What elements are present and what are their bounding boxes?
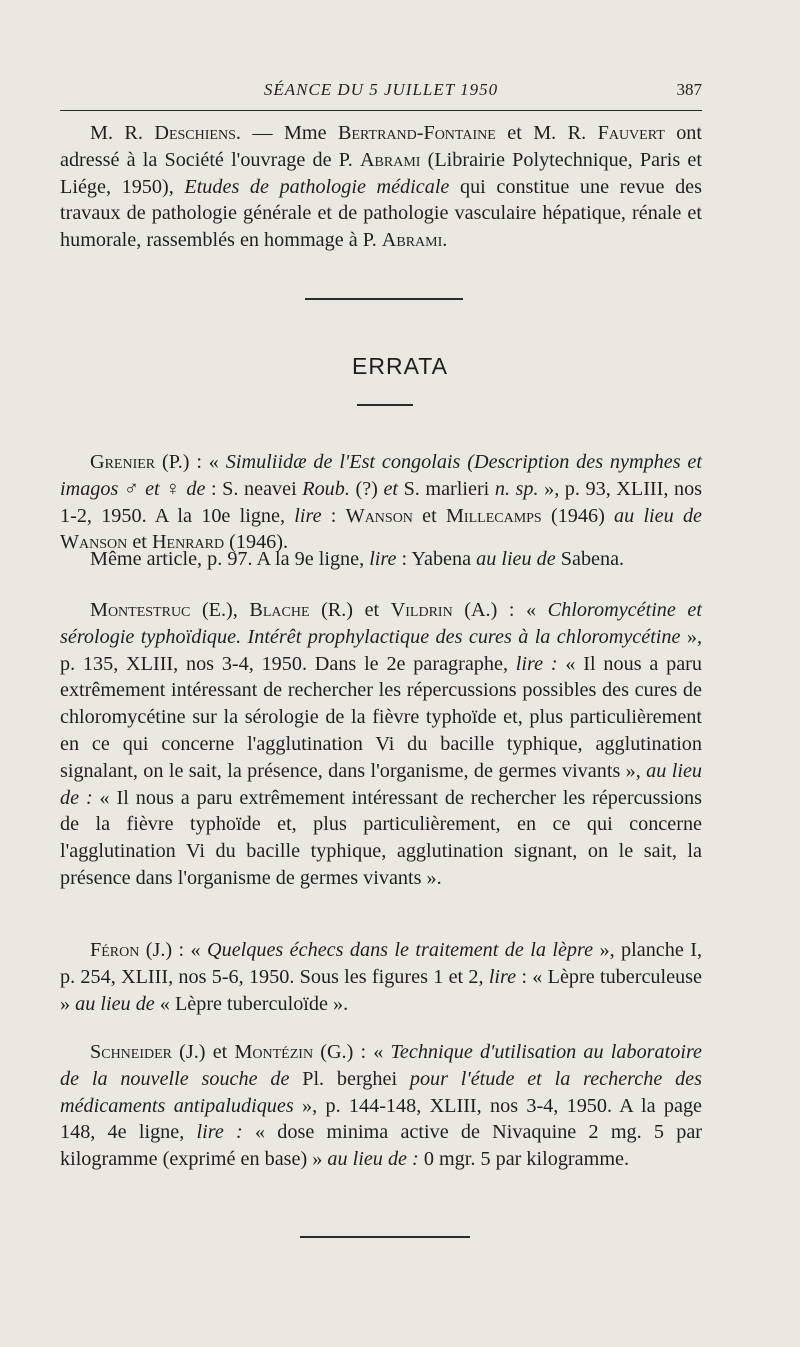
announcement-paragraph: M. R. Deschiens. — Mme Bertrand-Fontaine et M. R. Fauvert ont adressé à la Société l'ouvrage de P. Abrami (Librairie Polytechnique, Paris et Liége, 1950), Etudes de pathologie médicale qui constitue une revue des travaux de pathologie générale et de pathologie vasculaire hépatique, rénale et humorale, rassemblés en hommage à P. Abrami.	[60, 122, 703, 252]
errata-entry-grenier: Grenier (P.) : « Simuliidæ de l'Est congolais (Description des nymphes et imagos ♂ et ♀ de : S. neavei Roub. (?) et S. marlieri n. sp. », p. 93, XLIII, nos 1-2, 1950. A la 10e ligne, lire : Wanson et Millecamps (1946) au lieu de Wanson et Henrard (1946).	[60, 451, 703, 554]
author-name: Abrami	[381, 229, 443, 252]
errata-entry-feron: Féron (J.) : « Quelques échecs dans le traitement de la lèpre », planche I, p. 254, XLIII, nos 5-6, 1950. Sous les figures 1 et 2, lire : « Lèpre tuberculeuse » au lieu de « Lèpre tuberculoïde ».	[60, 939, 702, 1015]
book-title: Etudes de pathologie médicale	[184, 175, 450, 198]
section-divider	[305, 298, 463, 300]
author-name: Fauvert	[597, 122, 665, 144]
page-number: 387	[676, 80, 702, 99]
heading-underline	[357, 404, 413, 406]
errata-entry-montestruc: Montestruc (E.), Blache (R.) et Vildrin (A.) : « Chloromycétine et sérologie typhoïdique. Intérêt prophylactique des cures à la chloromycétine », p. 135, XLIII, nos 3-4, 1950. Dans le 2e paragraphe, lire : « Il nous a paru extrêmement intéressant de rechercher les répercussions possibles des cures de chloromycétine sur la sérologie de la fièvre typhoïde et, plus particulièrement en ce qui concerne l'agglutination Vi du bacille typhique, agglutination signalant, on le sait, la présence, dans l'organisme, de germes vivants », au lieu de : « Il nous a paru extrêmement intéressant de rechercher les répercussions de la fièvre typhoïde et, plus particulièrement, en ce qui concerne l'agglutination Vi du bacille typhique, agglutination signant, on le sait, la présence dans l'organisme de germes vivants ».	[60, 599, 703, 889]
errata-entry-schneider: Schneider (J.) et Montézin (G.) : « Technique d'utilisation au laboratoire de la nouvelle souche de Pl. berghei pour l'étude et la recherche des médicaments antipaludiques », p. 144-148, XLIII, nos 3-4, 1950. A la page 148, 4e ligne, lire : « dose minima active de Nivaquine 2 mg. 5 par kilogramme (exprimé en base) » au lieu de : 0 mgr. 5 par kilogramme.	[60, 1041, 703, 1171]
errata-heading: ERRATA	[352, 353, 448, 379]
running-header	[60, 78, 702, 111]
errata-entry-grenier-addendum: Même article, p. 97. A la 9e ligne, lire : Yabena au lieu de Sabena.	[90, 548, 625, 570]
author-name: Bertrand-Fontaine	[338, 122, 496, 144]
author-name: M. R. Deschiens.	[90, 122, 241, 144]
running-title: SÉANCE DU 5 JUILLET 1950	[263, 80, 499, 99]
end-divider	[300, 1236, 470, 1238]
author-name: Abrami	[359, 148, 421, 171]
